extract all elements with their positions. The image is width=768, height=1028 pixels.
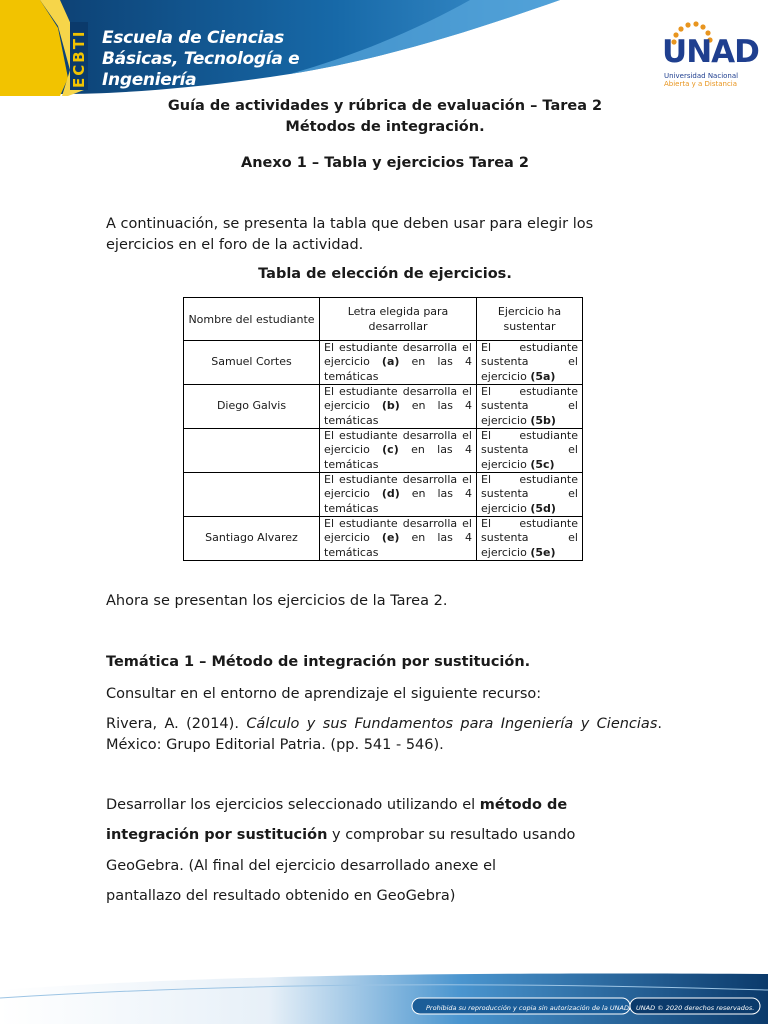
sustain-code: (5d) [530,501,556,515]
reference-paragraph [106,714,662,756]
develop-text-end: en las 4 temáticas [324,531,472,559]
develop-letter: (b) [381,399,400,413]
sustain-text: El estudiante sustenta el ejercicio [481,473,578,515]
reference-title: Cálculo y sus Fundamentos para Ingeniería y Ciencias [246,716,658,732]
school-name [102,28,299,91]
reference-publisher: . México: Grupo Editorial Patria. (pp. 541 - 546). [106,716,662,753]
table-row [184,473,583,517]
develop-cell [320,341,477,385]
annex-title: Anexo 1 – Tabla y ejercicios Tarea 2 [241,155,529,171]
exercise-selection-table [183,297,583,561]
develop-cell [320,473,477,517]
column-header-exercise: Ejercicio ha sustentar [477,298,583,341]
intro-paragraph: A continuación, se presenta la tabla que deben usar para elegir los ejercicios en el foro de la actividad. [106,216,594,253]
footer-notice: Prohibida su reproducción y copia sin autorización de la UNAD. [426,1004,632,1012]
footer-copyright: UNAD © 2020 derechos reservados. [636,1004,755,1012]
develop-letter: (e) [381,531,400,545]
document-title-line1: Guía de actividades y rúbrica de evaluación – Tarea 2 [167,98,603,114]
document-footer [0,968,768,1024]
student-name-cell [184,473,320,517]
logo-subtitle-line1: Universidad Nacional [664,72,739,80]
develop-text: El estudiante desarrolla el ejercicio [324,341,472,369]
instructions-bold: integración por sustitución [106,827,328,843]
student-name-cell [184,429,320,473]
sustain-cell [477,385,583,429]
instructions-line4: pantallazo del resultado obtenido en GeoGebra) [106,888,456,904]
sustain-cell [477,517,583,561]
logo-letters-nad: NAD [686,34,759,70]
develop-letter: (a) [381,355,400,369]
develop-letter: (d) [381,487,400,501]
table-row [184,385,583,429]
develop-text-end: en las 4 temáticas [324,355,472,383]
develop-text: El estudiante desarrolla el ejercicio [324,473,472,501]
sustain-cell [477,429,583,473]
sustain-code: (5a) [530,369,556,383]
logo-wordmark [662,34,759,70]
develop-letter: (c) [382,443,399,457]
school-name-line: Escuela de Ciencias [102,28,285,48]
school-name-line: Básicas, Tecnología e [102,49,300,69]
exercises-intro: Ahora se presentan los ejercicios de la Tarea 2. [106,593,448,609]
student-name-cell: Samuel Cortes [184,341,320,385]
footer-banner [0,968,768,1024]
table-header-row [184,298,583,341]
table-row [184,517,583,561]
instructions-bold: método de [479,797,568,813]
develop-text-end: en las 4 temáticas [324,399,472,427]
develop-text-end: en las 4 temáticas [324,487,472,515]
tematica-title: Temática 1 – Método de integración por sustitución. [106,654,531,670]
ecbti-vertical-tag: ECBTI [70,29,88,88]
document-title-line2: Métodos de integración. [285,119,485,135]
student-name-cell: Diego Galvis [184,385,320,429]
sustain-code: (5b) [530,413,556,427]
sustain-cell [477,341,583,385]
develop-cell [320,429,477,473]
unad-logo [662,20,759,90]
develop-text: El estudiante desarrolla el ejercicio [324,429,472,457]
instructions-text: y comprobar su resultado usando [327,827,576,843]
develop-text: El estudiante desarrolla el ejercicio [324,517,472,545]
logo-subtitle-line2: Abierta y a Distancia [664,80,738,88]
consult-paragraph: Consultar en el entorno de aprendizaje el siguiente recurso: [106,686,542,702]
instructions-line2 [106,825,662,846]
develop-text: El estudiante desarrolla el ejercicio [324,385,472,413]
document-header [0,0,768,100]
instructions-line1 [106,795,662,816]
develop-text-end: en las 4 temáticas [324,443,472,471]
column-header-letter: Letra elegida para desarrollar [320,298,477,341]
school-name-line: Ingeniería [102,70,197,90]
develop-cell [320,385,477,429]
reference-author: Rivera, A. (2014). [106,716,247,732]
sustain-code: (5e) [530,545,556,559]
instructions-text: Desarrollar los ejercicios seleccionado utilizando el [106,797,480,813]
sustain-code: (5c) [530,457,555,471]
sustain-cell [477,473,583,517]
table-row [184,341,583,385]
sustain-text: El estudiante sustenta el ejercicio [481,341,578,383]
sustain-text: El estudiante sustenta el ejercicio [481,429,578,471]
student-name-cell: Santiago Alvarez [184,517,320,561]
table-title: Tabla de elección de ejercicios. [258,266,512,282]
sustain-text: El estudiante sustenta el ejercicio [481,517,578,559]
sustain-text: El estudiante sustenta el ejercicio [481,385,578,427]
develop-cell [320,517,477,561]
logo-letter-u: U [662,34,687,70]
instructions-line3: GeoGebra. (Al final del ejercicio desarrollado anexe el [106,858,497,874]
table-row [184,429,583,473]
column-header-name: Nombre del estudiante [184,298,320,341]
